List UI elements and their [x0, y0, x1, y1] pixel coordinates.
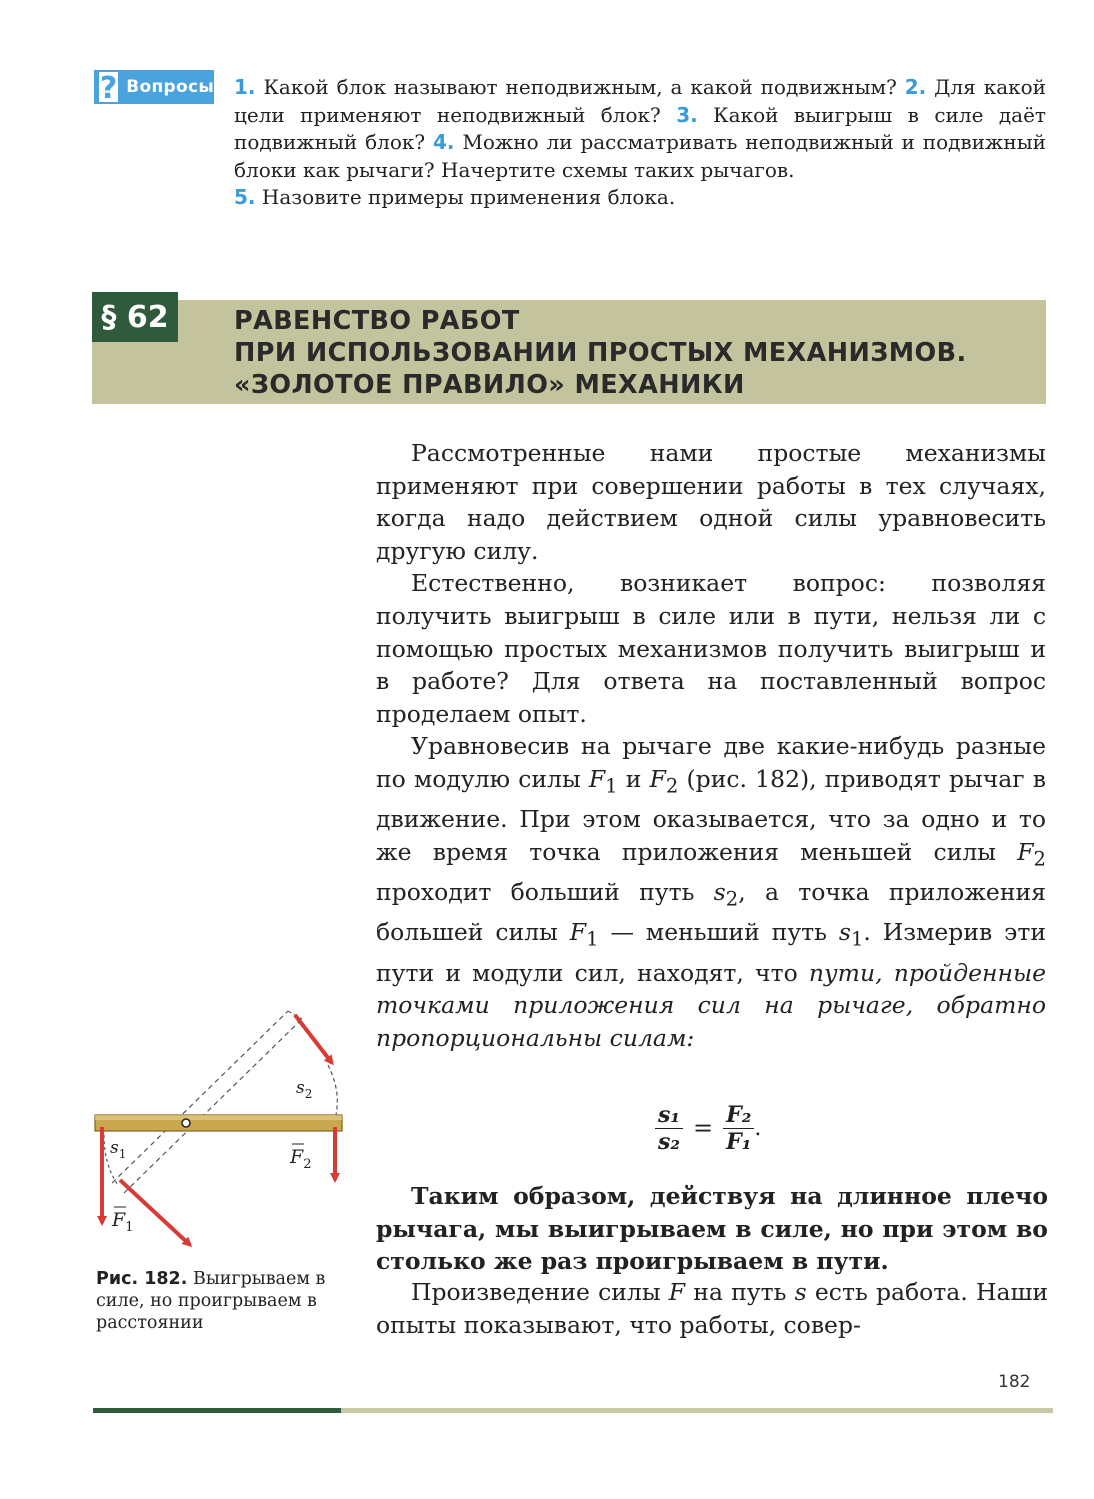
formula: [655, 1098, 761, 1158]
question-number: 1.: [234, 75, 256, 99]
symbol-F: F: [649, 764, 666, 793]
symbol-F: F: [569, 918, 587, 947]
caption-text: Выигрываем в силе, но проигрываем в расстоянии: [96, 1269, 326, 1333]
text-run: (рис. 182), приводят рычаг в движение. При этом оказывается, что за одно и то же время точка приложения меньшей силы: [376, 764, 1046, 866]
dashed-lever-edge: [112, 1011, 288, 1183]
paragraph-2: Естественно, возникает вопрос: позволяя получить выигрыш в силе или в пути, нельзя ли с помощью простых механизмов получить выигрыш и в работе? Для ответа на поставленный вопрос проделаем опыт.: [376, 569, 1046, 728]
caption-label: Рис. 182.: [96, 1269, 188, 1289]
paragraph-1: Рассмотренные нами простые механизмы применяют при совершении работы в тех случаях, когда надо действием одной силы уравновесить другую силу.: [376, 439, 1046, 565]
section-title-line: ПРИ ИСПОЛЬЗОВАНИИ ПРОСТЫХ МЕХАНИЗМОВ.: [234, 338, 967, 368]
fraction-numerator: F₂: [723, 1102, 754, 1129]
label-F2: $F_2$: [290, 1146, 312, 1172]
paragraph-3: [376, 730, 1046, 1054]
text-run: , а точка приложения большей силы: [376, 878, 1046, 947]
question-text: Можно ли рассматривать неподвижный и подвижный блоки как рычаги? Начертите схемы таких рычагов.: [234, 130, 1046, 182]
arrow-F1-rotated: [120, 1180, 190, 1245]
conclusion: [376, 1180, 1048, 1278]
label-F1: $F_1$: [112, 1209, 134, 1235]
text-run: и: [617, 764, 650, 793]
symbol-s: s: [838, 918, 851, 947]
question-text: Назовите примеры применения блока.: [255, 185, 676, 209]
subscript: 1: [850, 928, 864, 952]
question-mark-icon: ?: [97, 70, 120, 104]
last-paragraph: [376, 1276, 1048, 1341]
section-title-line: «ЗОЛОТОЕ ПРАВИЛО» МЕХАНИКИ: [234, 370, 745, 400]
question-text: Какой выигрыш в силе даёт подвижный блок?: [234, 102, 1046, 154]
lever-figure: [90, 1005, 350, 1255]
path-arc-s2: [328, 1065, 337, 1119]
fraction-f: [723, 1102, 754, 1155]
text-run: Произведение силы: [411, 1278, 669, 1306]
fraction-numerator: s₁: [655, 1102, 683, 1129]
symbol-s: s: [794, 1278, 807, 1306]
footer-rule-dark: [93, 1408, 341, 1413]
formula-period: .: [754, 1115, 762, 1141]
question-number: 4.: [433, 130, 455, 154]
pivot-icon: [182, 1119, 190, 1127]
section-title-line: РАВЕНСТВО РАБОТ: [234, 306, 520, 336]
page-number: 182: [998, 1372, 1031, 1392]
subscript: 2: [725, 887, 739, 911]
question-text: Для какой цели применяют неподвижный блок?: [234, 75, 1046, 127]
symbol-F: F: [1017, 837, 1034, 866]
text-run: на путь: [685, 1278, 795, 1306]
figure-caption: [96, 1268, 346, 1334]
label-s2: $s_2$: [296, 1078, 313, 1101]
subscript: 1: [605, 774, 618, 798]
section-title: [234, 305, 1034, 401]
body-text: [376, 437, 1046, 1054]
questions-label: Вопросы: [126, 77, 214, 97]
question-number: 3.: [676, 102, 698, 127]
equals-sign: =: [693, 1114, 714, 1142]
question-number: 5.: [234, 185, 256, 209]
text-run: есть работа. Наши опыты показывают, что работы, совер-: [376, 1278, 1049, 1339]
text-run: Уравновесив на рычаге две какие-нибудь разные по модулю силы: [376, 732, 1046, 793]
subscript: 2: [665, 774, 679, 798]
conclusion-text: Таким образом, действуя на длинное плечо рычага, мы выигрываем в силе, но при этом во столько же раз проигрываем в пути.: [376, 1182, 1048, 1276]
questions-list: [234, 74, 1046, 212]
section-number: § 62: [92, 292, 178, 342]
label-s1: $s_1$: [110, 1138, 127, 1161]
arrow-F2-rotated: [295, 1015, 332, 1063]
questions-badge: [94, 70, 214, 104]
symbol-F: F: [668, 1278, 686, 1306]
question-text: Какой блок называют неподвижным, а какой подвижным?: [255, 75, 905, 99]
symbol-F: F: [588, 764, 606, 793]
subscript: 2: [1033, 847, 1046, 871]
subscript: 1: [586, 928, 599, 952]
last-paragraph-text: [376, 1276, 1048, 1341]
question-number: 2.: [904, 75, 927, 99]
dashed-lever-edge: [124, 1019, 302, 1193]
italic-statement: пути, пройденные точками приложения сил на рычаге, обратно пропорциональны силам:: [376, 958, 1046, 1052]
footer-rule-light: [341, 1408, 1053, 1413]
fraction-denominator: F₁: [726, 1128, 752, 1155]
text-run: . Измерив эти пути и модули сил, находят, что: [376, 918, 1046, 987]
symbol-s: s: [713, 878, 726, 907]
text-run: проходит больший путь: [376, 878, 714, 907]
fraction-s: [655, 1102, 683, 1155]
fraction-denominator: s₂: [658, 1128, 681, 1155]
text-run: — меньший путь: [598, 918, 839, 947]
